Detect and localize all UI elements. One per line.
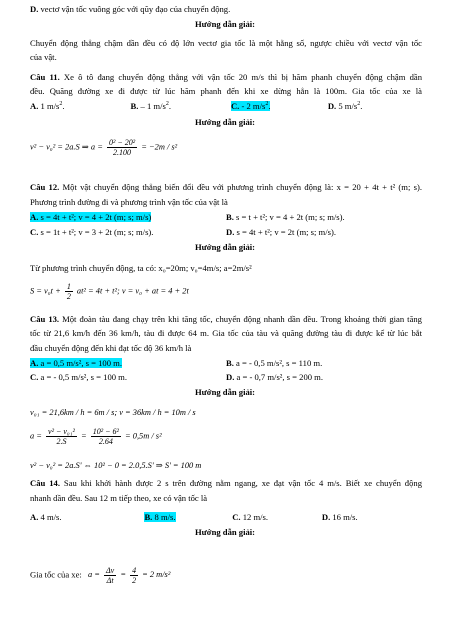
equation-q13-1: v₀₁ = 21,6km / h = 6m / s; v = 36km / h = 10m / s <box>30 408 196 417</box>
question-14-line2: nhanh dần đều. Sau 12 m tiếp theo, xe có vận tốc là <box>30 493 208 503</box>
question-11: Câu 11. Xe ô tô đang chuyển động thẳng với vận tốc 20 m/s thì bị hãm phanh chuyển động chậm dần <box>30 72 423 82</box>
guide-heading: Hướng dẫn giải: <box>194 117 256 127</box>
option-d[interactable]: D. 5 $m/s^2$. <box>327 101 363 111</box>
explain-line: của vật. <box>30 52 57 62</box>
option-b[interactable]: B. s = t + t²; v = 4 + 2t (m; s; m/s). <box>226 212 345 222</box>
equation-q13-2: a = $\frac{\text{v² − v₀₁²}}{2.S}$ = $\frac{\text{10² − 6²}}{2.64}$ = 0,5m / s² <box>30 427 162 446</box>
option-d[interactable]: D. s = 4t + t²; v = 2t (m; s; m/s). <box>226 227 336 237</box>
guide-heading: Hướng dẫn giải: <box>194 387 256 397</box>
option-d[interactable]: D. 16 m/s. <box>321 512 358 522</box>
question-11-options <box>30 101 422 112</box>
option-b[interactable]: B. a = - 0,5 m/s², s = 110 m. <box>226 358 323 368</box>
equation-q11: v² − v₀² = 2a.S ⇒ a = $\frac{\text{0² − 20²}}{2.100}$ = −2m / s² <box>30 138 178 157</box>
option-a[interactable]: A. 1 $m/s^2$. <box>30 101 65 111</box>
option-d-line: D. vectơ vận tốc vuông góc với qũy đạo của chuyển động. <box>30 4 231 14</box>
question-13-options-row1 <box>30 358 422 369</box>
question-14-options <box>30 512 422 523</box>
question-13-line3: đầu chuyển động đến khi đạt tốc độ 36 km/h là <box>30 343 192 353</box>
option-c[interactable]: C. - 2 $m/s^2$. <box>230 101 271 111</box>
guide-heading: Hướng dẫn giải: <box>194 242 256 252</box>
question-13-options-row2 <box>30 372 422 383</box>
question-12-options-row1 <box>30 212 422 223</box>
option-b[interactable]: B. – 1 $m/s^2$. <box>130 101 171 111</box>
option-c[interactable]: C. 12 m/s. <box>232 512 269 522</box>
explain-line: Chuyển động thẳng chậm dần đều có độ lớn vectơ gia tốc là một hằng số, ngược chiều với vectơ vận tốc <box>30 38 422 48</box>
solution-line-q14: Gia tốc của xe: a = $\frac{\Delta v}{\Delta t}$ = $\frac{4}{2}$ = 2 m/s² <box>30 566 171 585</box>
option-d[interactable]: D. a = - 0,7 m/s², s = 200 m. <box>226 372 324 382</box>
equation-q12: S = v₀t + $\frac{1}{2}$ at² = 4t + t²; v = v₀ + at = 4 + 2t <box>30 282 189 301</box>
guide-heading: Hướng dẫn giải: <box>194 527 256 537</box>
equation-q13-3: v² − v₀² = 2a.S' ⇔ 10² − 0 = 2.0,5.S' ⇒ S' = 100 m <box>30 461 202 470</box>
question-13-line2: tốc từ 21,6 km/h đến 36 km/h, tàu đi được 64 m. Gia tốc của tàu và quãng đường tàu đi được kể từ lúc bắt <box>30 328 422 338</box>
question-12-line2: Phương trình đường đi và phương trình vận tốc của vật là <box>30 197 228 207</box>
option-a[interactable]: A. a = 0,5 m/s², s = 100 m. <box>30 358 123 368</box>
option-a[interactable]: A. s = 4t + t²; v = 4 + 2t (m; s; m/s) <box>30 212 152 222</box>
solution-line: Từ phương trình chuyển động, ta có: x₀=20m; v₀=4m/s; a=2m/s² <box>30 263 252 273</box>
question-12-options-row2 <box>30 227 422 238</box>
question-14: Câu 14. Sau khi khởi hành được 2 s trên đường nằm ngang, xe đạt vận tốc 4 m/s. Biết xe chuyển động <box>30 478 422 488</box>
question-13: Câu 13. Một đoàn tàu đang chạy trên khi tăng tốc, chuyển động nhanh dần đều. Trong khoảng thời gian tăng <box>30 314 422 324</box>
question-12: Câu 12. Một vật chuyển động thẳng biến đổi đều với phương trình chuyển động là: x = 20 + 4t + t² (m; s). <box>30 182 422 192</box>
guide-heading: Hướng dẫn giải: <box>194 19 256 29</box>
option-c[interactable]: C. s = 1t + t²; v = 3 + 2t (m; s; m/s). <box>30 227 154 237</box>
option-a[interactable]: A. 4 m/s. <box>30 512 62 522</box>
question-11-line2: đều. Quãng đường xe đi được từ lúc hãm phanh đến khi xe dừng hẳn là 100m. Gia tốc của xe là <box>30 86 422 96</box>
option-b[interactable]: B. 8 m/s. <box>144 512 176 522</box>
option-c[interactable]: C. a = - 0,5 m/s², s = 100 m. <box>30 372 128 382</box>
